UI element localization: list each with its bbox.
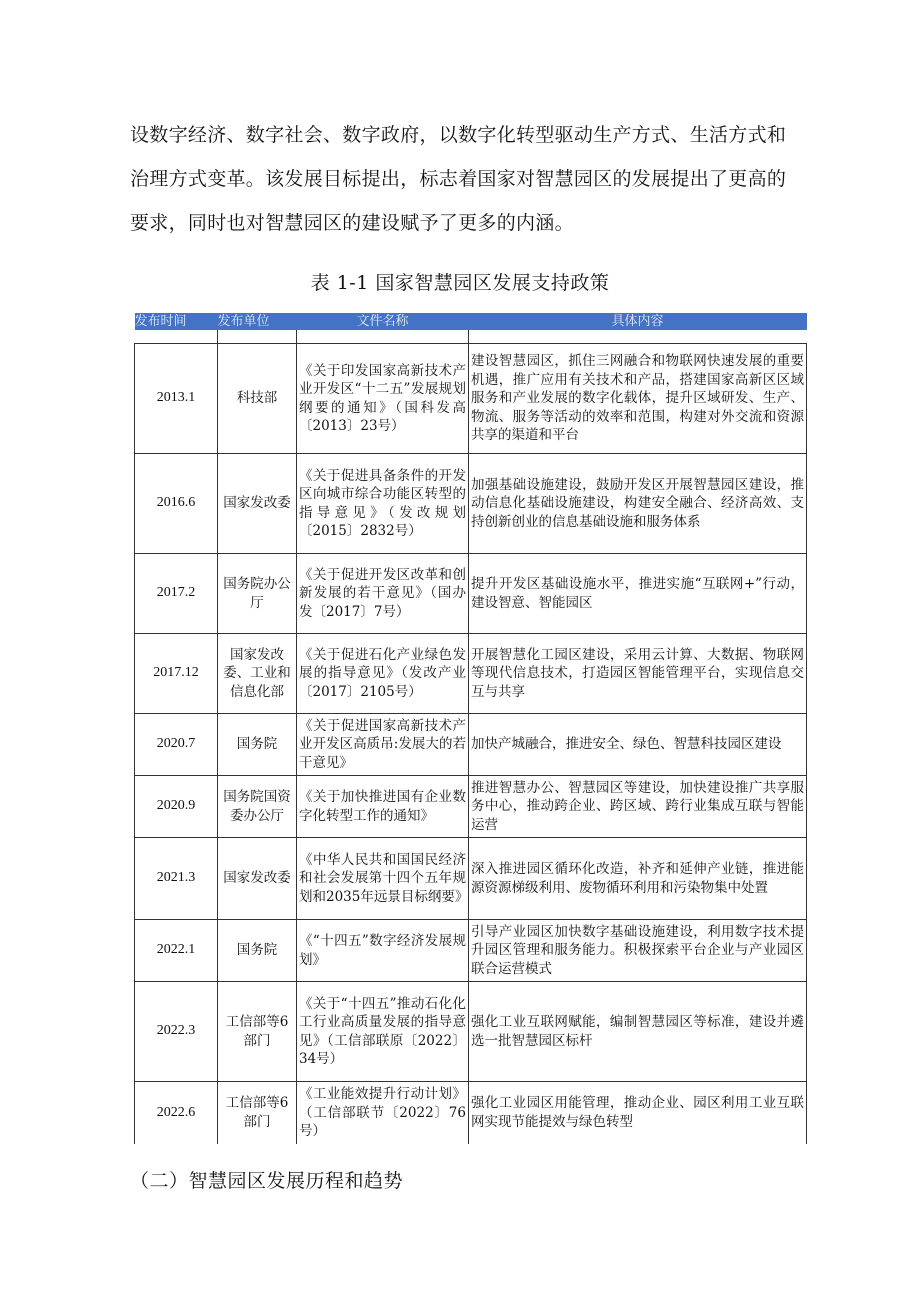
cell-date: 2020.9 [135,776,218,838]
policy-table [134,313,807,1144]
cell-document: 《关于促进开发区改革和创新发展的若干意见》（国办发〔2017〕7号） [297,554,469,634]
table-row [135,454,807,554]
cell-content: 开展智慧化工园区建设，采用云计算、大数据、物联网等现代信息技术，打造园区智能管理平台，实现信息交互与共享 [469,634,807,714]
cell-document: 《关于促进国家高新技术产业开发区高质吊:发展大的若干意见》 [297,714,469,776]
cell-content: 加快产城融合，推进安全、绿色、智慧科技园区建设 [469,714,807,776]
cell-content: 提升开发区基础设施水平，推进实施“互联网+”行动，建设智意、智能园区 [469,554,807,634]
cell-date: 2017.2 [135,554,218,634]
cell-content: 强化工业园区用能管理，推动企业、园区利用工业互联网实现节能提效与绿色转型 [469,1082,807,1144]
cell-document: 《关于印发国家高新技术产业开发区“十二五”发展规划纲要的通知》（国科发高〔2013〕23号） [297,344,469,454]
cell-unit: 国务院 [218,714,297,776]
cell-content: 深入推进园区循环化改造，补齐和延伸产业链，推进能源资源梯级利用、废物循环利用和污染物集中处置 [469,838,807,920]
cell-content: 引导产业园区加快数字基础设施建设，利用数字技术提升园区管理和服务能力。积极探索平台企业与产业园区联合运营模式 [469,920,807,982]
cell-unit: 科技部 [218,344,297,454]
header-date: 发布时间 [135,313,218,330]
cell-unit: 国务院办公厅 [218,554,297,634]
cell-document: 《“十四五”数字经济发展规划》 [297,920,469,982]
table-body [135,344,807,1144]
cell-date: 2022.6 [135,1082,218,1144]
header-content: 具体内容 [469,313,807,330]
paragraph-line: 要求，同时也对智慧园区的建设赋予了更多的内涵。 [130,212,574,234]
table-row [135,838,807,920]
table-row [135,982,807,1082]
cell-content: 加强基础设施建设，鼓励开发区开展智慧园区建设，推动信息化基础设施建设，构建安全融合、经济高效、支持创新创业的信息基础设施和服务体系 [469,454,807,554]
table-row [135,634,807,714]
table-row [135,554,807,634]
table-header-row [135,313,807,330]
cell-document: 《中华人民共和国国民经济和社会发展第十四个五年规划和2035年远景目标纲要》 [297,838,469,920]
cell-document: 《关于促进具备条件的开发区向城市综合功能区转型的指导意见》（发改规划〔2015〕2832号） [297,454,469,554]
section-subheading: （二）智慧园区发展历程和趋势 [130,1170,404,1192]
cell-document: 《工业能效提升行动计划》（工信部联节〔2022〕76号） [297,1082,469,1144]
cell-unit: 国家发改委 [218,454,297,554]
cell-unit: 国家发改委 [218,838,297,920]
cell-date: 2022.1 [135,920,218,982]
cell-date: 2016.6 [135,454,218,554]
cell-content: 推进智慧办公、智慧园区等建设，加快建设推广共享服务中心，推动跨企业、跨区域、跨行业集成互联与智能运营 [469,776,807,838]
table-row [135,1082,807,1144]
cell-unit: 国家发改委、工业和信息化部 [218,634,297,714]
header-unit: 发布单位 [218,313,297,330]
table-row [135,776,807,838]
cell-date: 2020.7 [135,714,218,776]
paragraph-line: 设数字经济、数字社会、数字政府，以数字化转型驱动生产方式、生活方式和 [130,124,787,146]
cell-content: 建设智慧园区，抓住三网融合和物联网快速发展的重要机遇，推广应用有关技术和产品，搭建国家高新区区域服务和产业发展的数字化载体，提升区域研发、生产、物流、服务等活动的效率和范围，构建对外交流和资源共享的渠道和平台 [469,344,807,454]
cell-date: 2013.1 [135,344,218,454]
cell-date: 2022.3 [135,982,218,1082]
cell-unit: 国务院 [218,920,297,982]
table-row [135,920,807,982]
cell-unit: 国务院国资委办公厅 [218,776,297,838]
paragraph-line: 治理方式变革。该发展目标提出，标志着国家对智慧园区的发展提出了更高的 [130,168,787,190]
table-row [135,344,807,454]
table-caption: 表 1-1 国家智慧园区发展支持政策 [310,272,610,294]
table-row [135,714,807,776]
cell-document: 《关于“十四五”推动石化化工行业高质量发展的指导意见》（工信部联原〔2022〕34号） [297,982,469,1082]
intro-paragraph [130,113,810,245]
cell-document: 《关于促进石化产业绿色发展的指导意见》（发改产业〔2017〕2105号） [297,634,469,714]
cell-document: 《关于加快推进国有企业数字化转型工作的通知》 [297,776,469,838]
table-gap-row [135,330,807,344]
header-document: 文件名称 [297,313,469,330]
cell-content: 强化工业互联网赋能，编制智慧园区等标准，建设并遴选一批智慧园区标杆 [469,982,807,1082]
cell-date: 2021.3 [135,838,218,920]
cell-date: 2017.12 [135,634,218,714]
cell-unit: 工信部等6部门 [218,1082,297,1144]
cell-unit: 工信部等6部门 [218,982,297,1082]
